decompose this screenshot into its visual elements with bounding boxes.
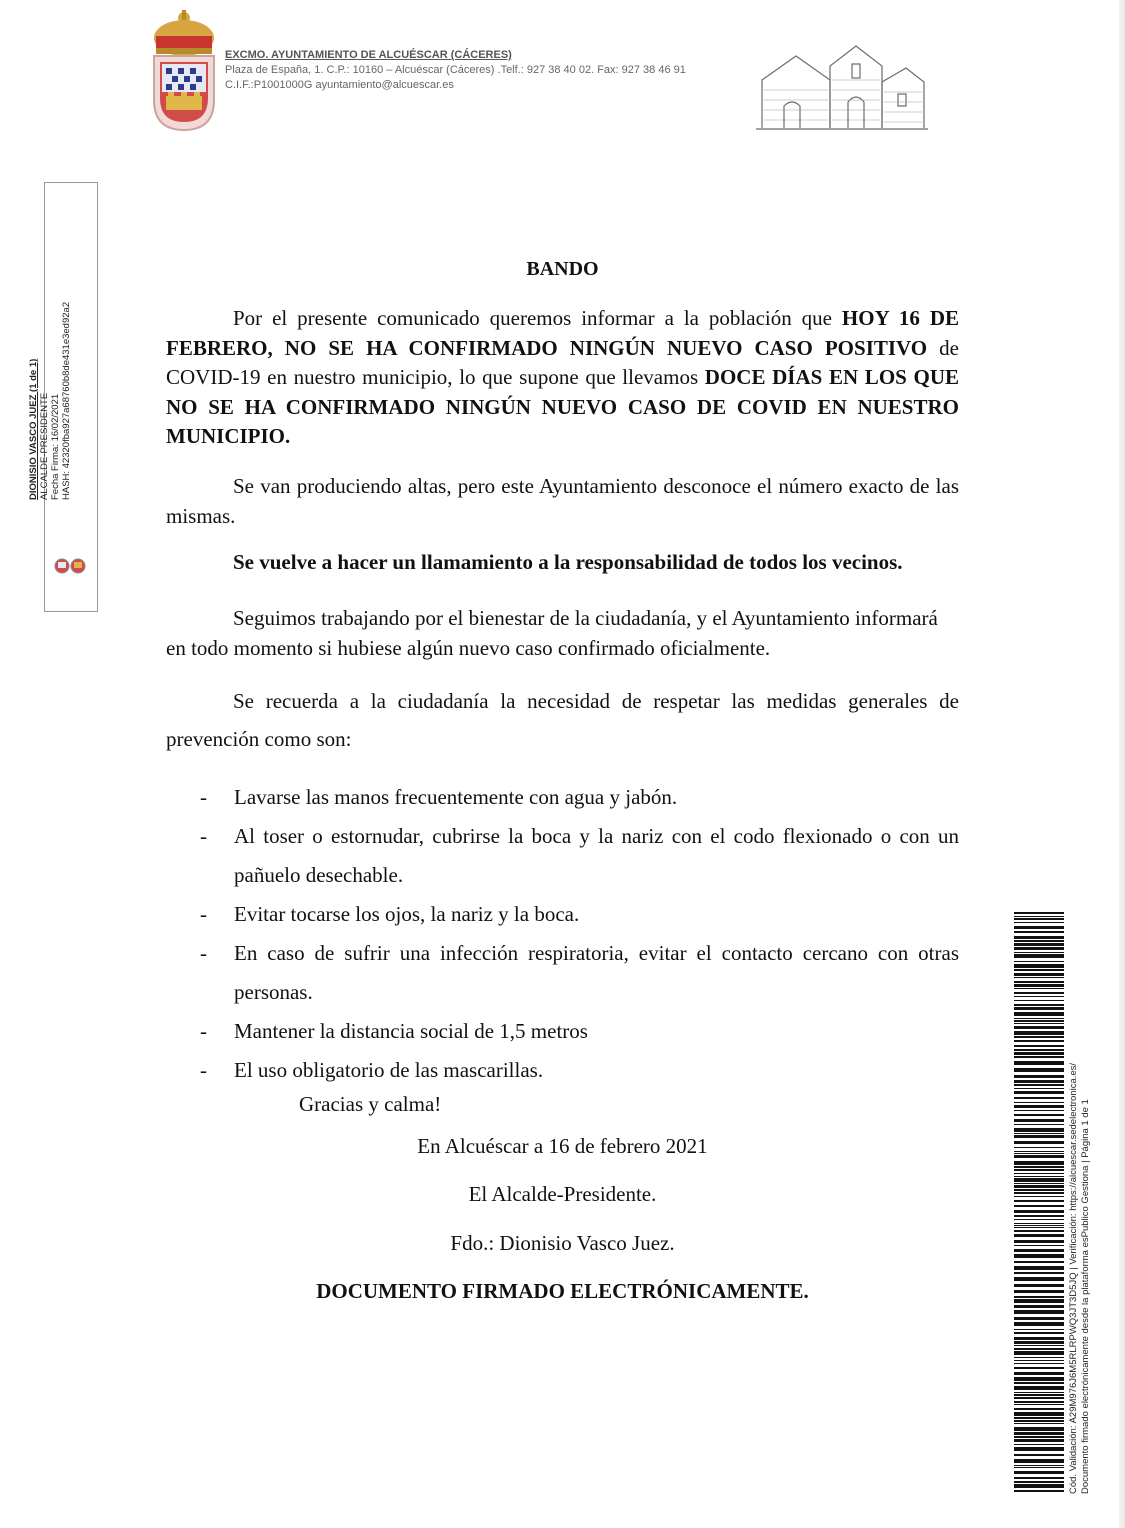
bullet-marker: - xyxy=(200,1058,207,1082)
barcode-bar xyxy=(1014,943,1064,946)
barcode-bar xyxy=(1014,1277,1064,1281)
barcode-bar xyxy=(1014,1075,1064,1078)
barcode-bar xyxy=(1014,969,1064,971)
barcode-bar xyxy=(1014,1088,1064,1089)
barcode-bar xyxy=(1014,1056,1064,1058)
barcode-bar xyxy=(1014,1357,1064,1358)
barcode-bar xyxy=(1014,1245,1064,1246)
barcode-bar xyxy=(1014,1404,1064,1405)
barcode-bar xyxy=(1014,1459,1064,1463)
organization-cif-email: C.I.F.:P1001000G ayuntamiento@alcuescar.es xyxy=(225,79,454,91)
barcode-bar xyxy=(1014,1020,1064,1022)
barcode-bar xyxy=(1014,1484,1064,1488)
paragraph-3-appeal: Se vuelve a hacer un llamamiento a la responsabilidad de todos los vecinos. xyxy=(233,550,903,574)
barcode-bar xyxy=(1014,1377,1064,1381)
barcode-bar xyxy=(1014,1141,1064,1144)
barcode-bar xyxy=(1014,1119,1064,1122)
verification-barcode xyxy=(1014,912,1064,1492)
barcode-bar xyxy=(1014,1465,1064,1466)
barcode-bar xyxy=(1014,1427,1064,1431)
barcode-bar xyxy=(1014,1386,1064,1390)
barcode-bar xyxy=(1014,1351,1064,1355)
barcode-bar xyxy=(1014,931,1064,933)
barcode-bar xyxy=(1014,1439,1064,1442)
coat-of-arms-logo xyxy=(148,8,220,132)
barcode-bar xyxy=(1014,1225,1064,1226)
barcode-bar xyxy=(1014,1151,1064,1152)
barcode-bar xyxy=(1014,1185,1064,1188)
barcode-bar xyxy=(1014,1454,1064,1456)
barcode-bar xyxy=(1014,1345,1064,1346)
barcode-bar xyxy=(1014,973,1064,976)
barcode-bar xyxy=(1014,936,1064,939)
barcode-bar xyxy=(1014,1110,1064,1111)
list-item-text: Lavarse las manos frecuentemente con agua y jabón. xyxy=(234,785,678,809)
barcode-bar xyxy=(1014,1219,1064,1220)
barcode-bar xyxy=(1014,1240,1064,1243)
barcode-bar xyxy=(1014,1471,1064,1474)
barcode-bar xyxy=(1014,1360,1064,1361)
barcode-bar xyxy=(1014,988,1064,989)
barcode-bar xyxy=(1014,916,1064,917)
mini-crest-icon xyxy=(52,555,88,577)
prevention-measures-list xyxy=(166,778,959,1090)
organization-address: Plaza de España, 1. C.P.: 10160 – Alcuéscar (Cáceres) .Telf.: 927 38 40 02. Fax: 927 38 46 91 xyxy=(225,64,686,76)
barcode-bar xyxy=(1014,1114,1064,1116)
barcode-bar xyxy=(1014,926,1064,929)
barcode-bar xyxy=(1014,1408,1064,1410)
barcode-bar xyxy=(1014,1230,1064,1232)
barcode-bar xyxy=(1014,1026,1064,1029)
barcode-bar xyxy=(1014,1169,1064,1171)
list-item xyxy=(166,895,959,934)
barcode-bar xyxy=(1014,1080,1064,1083)
barcode-bar xyxy=(1014,1215,1064,1217)
barcode-bar xyxy=(1014,1124,1064,1125)
barcode-bar xyxy=(1014,947,1064,950)
barcode-bar xyxy=(1014,1105,1064,1108)
barcode-bar xyxy=(1014,1133,1064,1134)
barcode-bar xyxy=(1014,1031,1064,1035)
paragraph-4: Seguimos trabajando por el bienestar de la ciudadanía, y el Ayuntamiento informará en todo momento si hubiese algún nuevo caso confirmado oficialmente. xyxy=(166,606,938,660)
barcode-bar xyxy=(1014,1341,1064,1344)
barcode-bar xyxy=(1014,1147,1064,1148)
barcode-bar xyxy=(1014,992,1064,994)
barcode-bar xyxy=(1014,1036,1064,1038)
barcode-bar xyxy=(1014,1040,1064,1042)
list-item xyxy=(166,934,959,1012)
barcode-bar xyxy=(1014,1012,1064,1016)
paragraph-2: Se van produciendo altas, pero este Ayuntamiento desconoce el número exacto de las mismas. xyxy=(166,474,959,528)
list-item xyxy=(166,817,959,895)
barcode-bar xyxy=(1014,1210,1064,1213)
p1-bold-d: DOCE DÍAS EN LOS QUE NO SE HA CONFIRMADO NINGÚN NUEVO CASO DE COVID EN NUESTRO MUNICIPIO. xyxy=(166,365,960,448)
barcode-bar xyxy=(1014,1372,1064,1375)
barcode-bar xyxy=(1014,996,1064,997)
barcode-bar xyxy=(1014,1084,1064,1086)
bullet-marker: - xyxy=(200,824,207,848)
barcode-bar xyxy=(1014,1397,1064,1399)
barcode-bar xyxy=(1014,1176,1064,1177)
barcode-bar xyxy=(1014,1348,1064,1350)
barcode-bar xyxy=(1014,1004,1064,1006)
document-title: BANDO xyxy=(526,258,599,280)
barcode-bar xyxy=(1014,984,1064,987)
barcode-bar xyxy=(1014,952,1064,953)
barcode-bar xyxy=(1014,1254,1064,1258)
barcode-bar xyxy=(1014,1417,1064,1419)
barcode-bar xyxy=(1014,1296,1064,1298)
barcode-bar xyxy=(1014,1332,1064,1334)
barcode-bar xyxy=(1014,954,1064,958)
barcode-bar xyxy=(1014,1299,1064,1303)
barcode-bar xyxy=(1014,1045,1064,1047)
barcode-bar xyxy=(1014,1481,1064,1483)
barcode-bar xyxy=(1014,1189,1064,1191)
barcode-bar xyxy=(1014,1266,1064,1270)
barcode-bar xyxy=(1014,1444,1064,1445)
platform-notice: Documento firmado electrónicamente desde la plataforma esPublico Gestiona | Página 1 de 1 xyxy=(1080,1099,1091,1494)
barcode-bar xyxy=(1014,964,1064,968)
barcode-bar xyxy=(1014,1097,1064,1099)
barcode-bar xyxy=(1014,1310,1064,1314)
barcode-bar xyxy=(1014,1322,1064,1326)
list-item xyxy=(166,1051,959,1090)
barcode-bar xyxy=(1014,1337,1064,1340)
signature-hash: HASH: 42320fba927a68760b8de431e3ed92a2 xyxy=(61,301,72,500)
barcode-bar xyxy=(1014,1234,1064,1237)
barcode-bar xyxy=(1014,1261,1064,1263)
barcode-bar xyxy=(1014,912,1064,914)
p1-text-a: Por el presente comunicado queremos informar a la población que xyxy=(233,306,842,330)
signer-role-line: El Alcalde-Presidente. xyxy=(468,1182,657,1206)
list-item xyxy=(166,1012,959,1051)
barcode-bar xyxy=(1014,1000,1064,1001)
barcode-bar xyxy=(1014,1173,1064,1174)
barcode-bar xyxy=(1014,1432,1064,1435)
barcode-bar xyxy=(1014,1317,1064,1320)
barcode-bar xyxy=(1014,1420,1064,1422)
bullet-marker: - xyxy=(200,902,207,926)
barcode-bar xyxy=(1014,1392,1064,1393)
barcode-bar xyxy=(1014,1183,1064,1184)
barcode-bar xyxy=(1014,1128,1064,1132)
barcode-bar xyxy=(1014,1205,1064,1207)
header-text-block xyxy=(225,48,686,93)
barcode-bar xyxy=(1014,1447,1064,1451)
barcode-bar xyxy=(1014,918,1064,920)
barcode-bar xyxy=(1014,1363,1064,1364)
barcode-bar xyxy=(1014,1007,1064,1010)
barcode-bar xyxy=(1014,1068,1064,1072)
verification-text xyxy=(1068,1063,1092,1494)
barcode-bar xyxy=(1014,1153,1064,1154)
list-item xyxy=(166,778,959,817)
bullet-marker: - xyxy=(200,785,207,809)
signed-by-line: Fdo.: Dionisio Vasco Juez. xyxy=(450,1231,675,1255)
barcode-bar xyxy=(1014,1161,1064,1165)
barcode-bar xyxy=(1014,1196,1064,1197)
electronic-signature-notice: DOCUMENTO FIRMADO ELECTRÓNICAMENTE. xyxy=(316,1279,809,1303)
barcode-bar xyxy=(1014,1223,1064,1224)
validation-code: Cód. Validación: A29M976J6M5RLRPWQ3JT3D5JQ | Verificación: https://alcuescar.sedelectronica.es/ xyxy=(1068,1062,1079,1494)
barcode-bar xyxy=(1014,1305,1064,1308)
barcode-bar xyxy=(1014,1477,1064,1479)
signer-name: DIONISIO VASCO JUEZ (1 de 1) xyxy=(28,358,39,500)
bullet-marker: - xyxy=(200,1019,207,1043)
church-illustration xyxy=(756,36,928,132)
barcode-bar xyxy=(1014,1091,1064,1094)
barcode-bar xyxy=(1014,1135,1064,1138)
barcode-bar xyxy=(1014,1192,1064,1194)
p1-bold-b: HOY 16 DE FEBRERO, NO SE HA CONFIRMADO NINGÚN NUEVO CASO POSITIVO xyxy=(166,306,960,360)
bullet-marker: - xyxy=(200,941,207,965)
paragraph-1 xyxy=(166,304,959,452)
barcode-bar xyxy=(1014,1367,1064,1369)
list-item-text: El uso obligatorio de las mascarillas. xyxy=(234,1058,544,1082)
signer-role: ALCALDE-PRESIDENTE xyxy=(39,392,50,500)
barcode-bar xyxy=(1014,1102,1064,1103)
barcode-bar xyxy=(1014,977,1064,978)
barcode-bar xyxy=(1014,1166,1064,1168)
barcode-bar xyxy=(1014,981,1064,983)
barcode-bar xyxy=(1014,1423,1064,1424)
barcode-bar xyxy=(1014,1290,1064,1293)
list-item-text: Mantener la distancia social de 1,5 metros xyxy=(234,1019,588,1043)
barcode-bar xyxy=(1014,1401,1064,1403)
barcode-bar xyxy=(1014,1249,1064,1252)
p1-text-c: de COVID-19 en nuestro municipio, lo que supone que llevamos xyxy=(166,335,960,389)
list-item-text: En caso de sufrir una infección respiratoria, evitar el contacto cercano con otras personas. xyxy=(234,941,959,1004)
barcode-bar xyxy=(1014,961,1064,962)
signature-stamp-text xyxy=(28,302,72,500)
barcode-bar xyxy=(1014,1155,1064,1158)
barcode-bar xyxy=(1014,1200,1064,1202)
barcode-bar xyxy=(1014,1178,1064,1182)
paragraph-5: Se recuerda a la ciudadanía la necesidad de respetar las medidas generales de prevención como son: xyxy=(166,689,959,751)
barcode-bar xyxy=(1014,1467,1064,1468)
barcode-bar xyxy=(1014,1052,1064,1055)
barcode-bar xyxy=(1014,1227,1064,1228)
barcode-bar xyxy=(1014,1412,1064,1416)
organization-name: EXCMO. AYUNTAMIENTO DE ALCUÉSCAR (CÁCERES) xyxy=(225,49,512,61)
barcode-bar xyxy=(1014,1049,1064,1051)
barcode-bar xyxy=(1014,940,1064,942)
barcode-bar xyxy=(1014,922,1064,923)
barcode-bar xyxy=(1014,1023,1064,1024)
list-item-text: Al toser o estornudar, cubrirse la boca y la nariz con el codo flexionado o con un pañuelo desechable. xyxy=(234,824,959,887)
barcode-bar xyxy=(1014,1436,1064,1438)
barcode-bar xyxy=(1014,1018,1064,1019)
barcode-bar xyxy=(1014,1329,1064,1330)
place-date: En Alcuéscar a 16 de febrero 2021 xyxy=(417,1134,708,1158)
barcode-bar xyxy=(1014,1284,1064,1287)
barcode-bar xyxy=(1014,1272,1064,1274)
closing-text: Gracias y calma! xyxy=(299,1092,442,1116)
barcode-bar xyxy=(1014,1061,1064,1065)
barcode-bar xyxy=(1014,1394,1064,1396)
signature-date: Fecha Firma: 16/02/2021 xyxy=(50,393,61,500)
barcode-bar xyxy=(1014,1382,1064,1384)
barcode-bar xyxy=(1014,1490,1064,1492)
list-item-text: Evitar tocarse los ojos, la nariz y la boca. xyxy=(234,902,580,926)
